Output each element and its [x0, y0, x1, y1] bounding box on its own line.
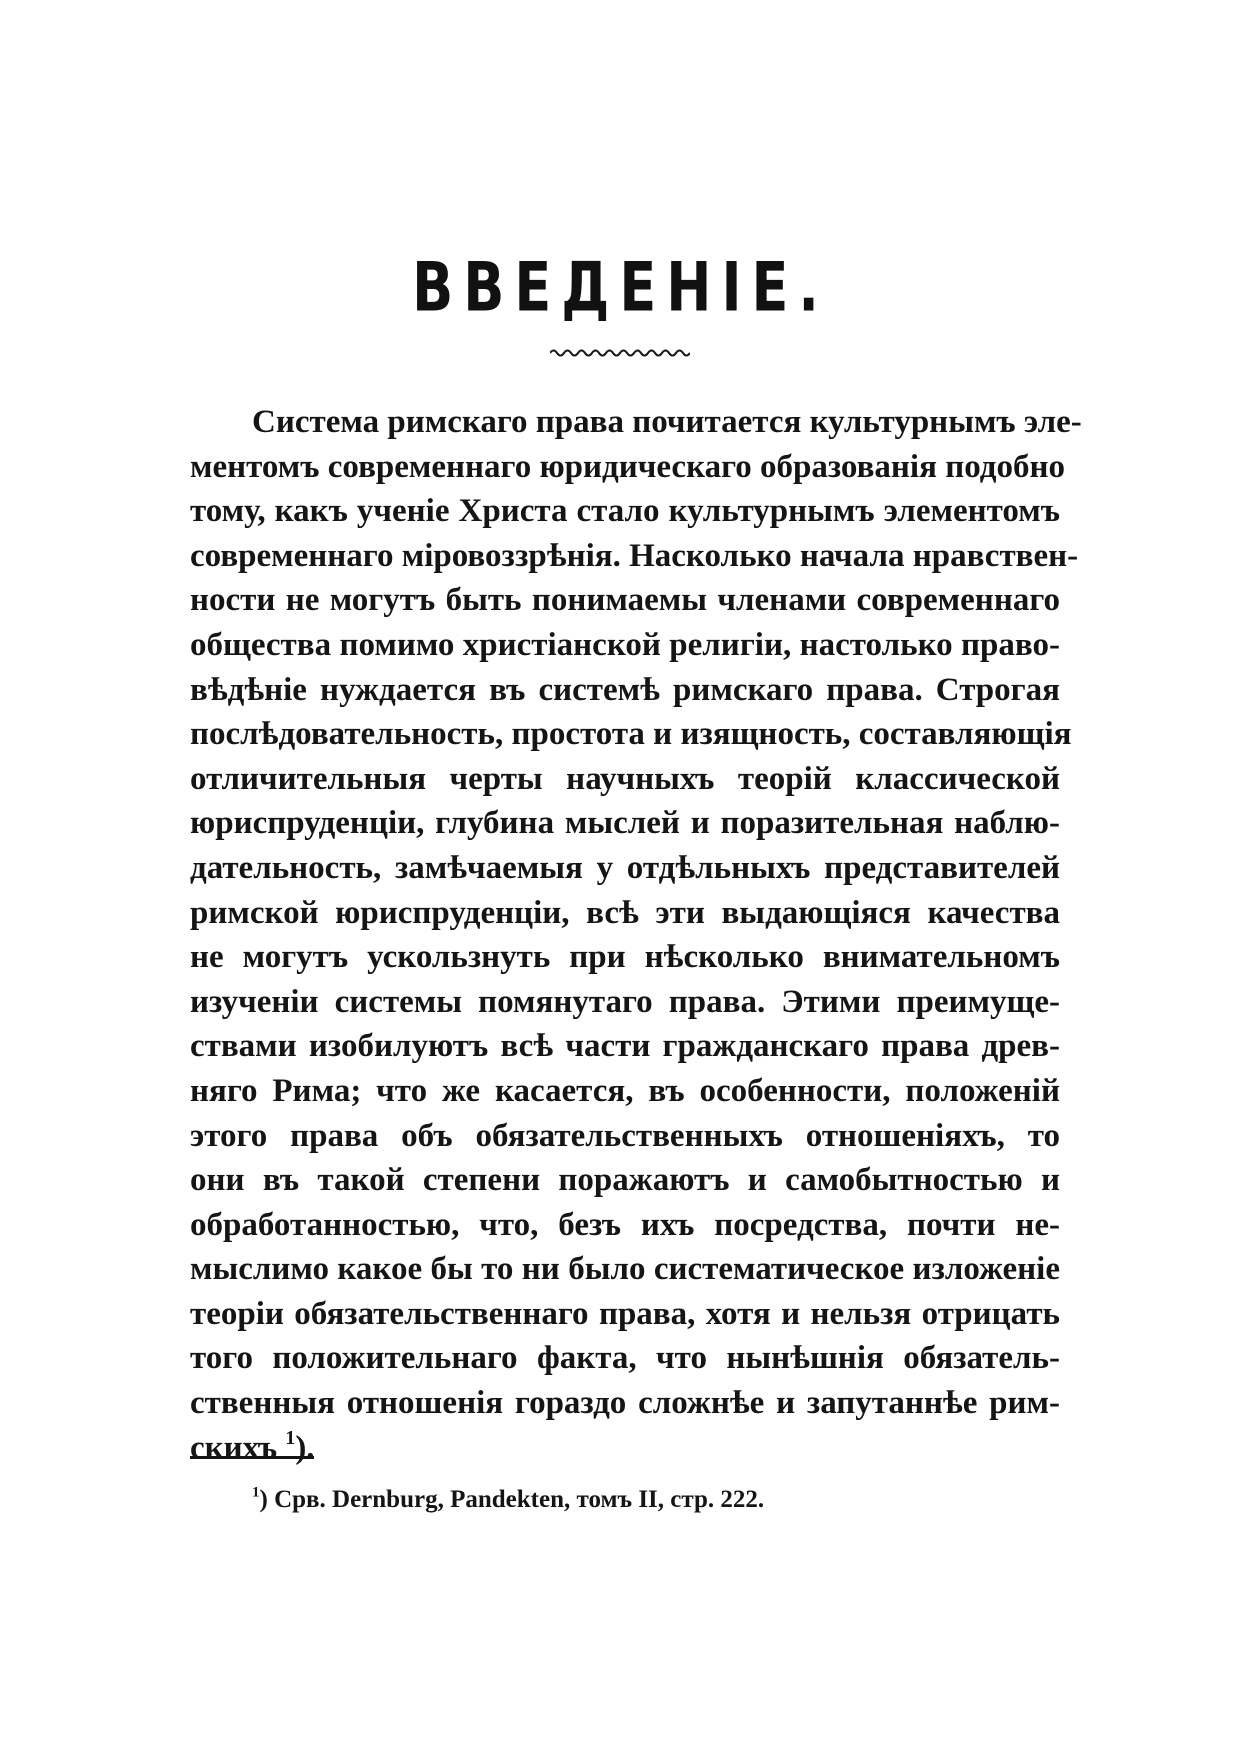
paragraph-line: Система римскаго права почитается культурнымъ эле-	[252, 404, 1082, 440]
paragraph-line: вѣдѣніе нуждается въ системѣ римскаго права. Строгая	[190, 671, 1060, 708]
paragraph-line: отличительныя черты научныхъ теорій классической	[190, 760, 1060, 797]
paragraph-last-line	[190, 1426, 1060, 1471]
paragraph-line: этого права объ обязательственныхъ отношеніяхъ, то	[190, 1117, 1060, 1154]
paragraph-line: дательность, замѣчаемыя у отдѣльныхъ представителей	[190, 849, 1060, 886]
paragraph-line: ственныя отношенія гораздо сложнѣе и запутаннѣе рим-	[190, 1385, 1060, 1422]
title-ornament-wavy-rule	[550, 348, 690, 358]
paragraph-last-line-tail: ).	[295, 1429, 315, 1466]
paragraph-line: теоріи обязательственнаго права, хотя и нельзя отрицать	[190, 1295, 1060, 1332]
paragraph-line: ности не могутъ быть понимаемы членами современнаго	[190, 582, 1060, 619]
paragraph-line: современнаго міровоззрѣнія. Насколько начала нравствен-	[190, 537, 1079, 574]
footnote-separator-rule	[190, 1456, 314, 1459]
paragraph-line: ствами изобилуютъ всѣ части гражданскаго права древ-	[190, 1028, 1060, 1065]
paragraph-line: послѣдовательность, простота и изящность, составляющія	[190, 716, 1072, 753]
paragraph-line: общества помимо христіанской религіи, настолько право-	[190, 626, 1060, 663]
footnote-text: ) Срв. Dernburg, Pandekten, томъ II, стр. 222.	[259, 1486, 765, 1513]
paragraph-line: они въ такой степени поражаютъ и самобытностью и	[190, 1162, 1060, 1199]
paragraph-line: ментомъ современнаго юридическаго образованія подобно	[190, 448, 1065, 485]
paragraph-line: того положительнаго факта, что нынѣшнія обязатель-	[190, 1340, 1060, 1377]
footnote-marker: 1	[252, 1484, 260, 1501]
paragraph-line: тому, какъ ученіе Христа стало культурнымъ элементомъ	[190, 493, 1060, 530]
paragraph-line: няго Рима; что же касается, въ особенности, положеній	[190, 1072, 1060, 1109]
paragraph-line: римской юриспруденціи, всѣ эти выдающіяся качества	[190, 894, 1060, 931]
chapter-title: ВВЕДЕНІЕ.	[412, 248, 829, 327]
paragraph-line: не могутъ ускользнуть при нѣсколько внимательномъ	[190, 939, 1060, 976]
paragraph-line: изученіи системы помянутаго права. Этими преимуще-	[190, 983, 1060, 1020]
footnote-reference-marker: 1	[285, 1426, 296, 1449]
paragraph-line: мыслимо какое бы то ни было систематическое изложеніе	[190, 1251, 1060, 1288]
paragraph-last-line-text: скихъ	[190, 1429, 278, 1466]
paragraph-line: юриспруденціи, глубина мыслей и поразительная наблю-	[190, 805, 1060, 842]
footnote	[252, 1486, 764, 1514]
paragraph-line: обработанностью, что, безъ ихъ посредства, почти не-	[190, 1206, 1060, 1243]
intro-paragraph	[190, 400, 1082, 1470]
